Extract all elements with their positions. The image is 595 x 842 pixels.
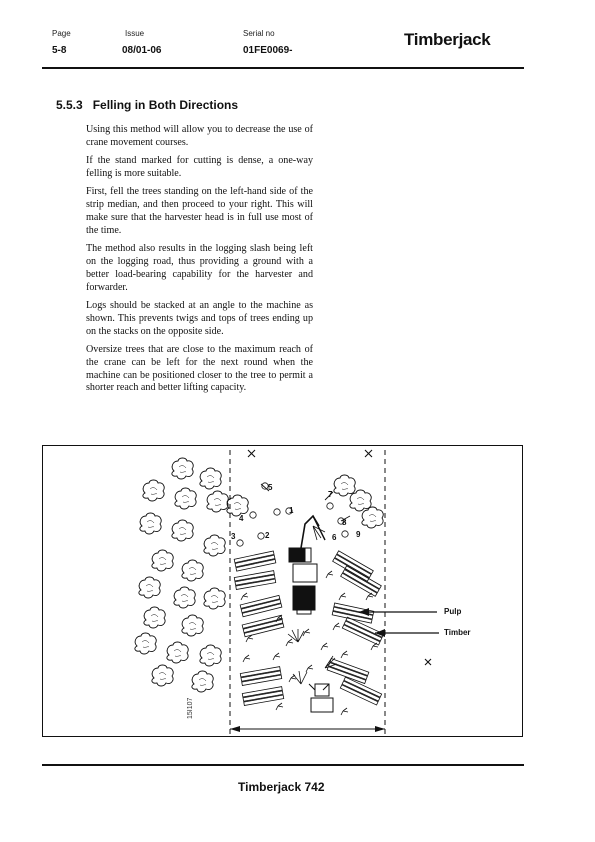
tree-number: 8 bbox=[342, 518, 347, 527]
tree-number: 3 bbox=[231, 532, 236, 541]
header-rule bbox=[42, 67, 524, 69]
paragraph: Logs should be stacked at an angle to the machine as shown. This prevents twigs and tops of trees ending up on the stacks on the opposite side. bbox=[86, 299, 313, 337]
felling-diagram bbox=[42, 445, 523, 737]
paragraph: If the stand marked for cutting is dense, a one-way felling is more suitable. bbox=[86, 155, 313, 179]
tree-number: 2 bbox=[265, 531, 270, 540]
tree-number: 6 bbox=[332, 533, 337, 542]
paragraph: Using this method will allow you to decrease the use of crane movement courses. bbox=[86, 124, 313, 148]
footer-rule bbox=[42, 764, 524, 766]
page-number: 5-8 bbox=[52, 45, 67, 56]
issue-label: Issue bbox=[125, 29, 145, 38]
felling-diagram-drawing bbox=[43, 446, 523, 737]
tree-number: 4 bbox=[239, 514, 244, 523]
figure-code: 15I107 bbox=[187, 697, 194, 719]
page-label: Page bbox=[52, 29, 71, 38]
paragraph: The method also results in the logging slash being left on the logging road, thus providing a ground with a better load-bearing capability for the harvester and forwarder. bbox=[86, 243, 313, 293]
section-heading bbox=[56, 98, 238, 112]
section-title: Felling in Both Directions bbox=[92, 98, 239, 112]
tree-number: 9 bbox=[356, 530, 361, 539]
serial-label: Serial no bbox=[243, 29, 275, 38]
tree-number: 7 bbox=[328, 490, 333, 499]
body-text bbox=[86, 124, 313, 401]
forwarder bbox=[309, 684, 333, 712]
pulp-label: Pulp bbox=[444, 607, 462, 616]
timber-label: Timber bbox=[444, 628, 471, 637]
brand-logo: Timberjack bbox=[404, 30, 491, 49]
serial-number: 01FE0069- bbox=[243, 45, 293, 56]
footer-title: Timberjack 742 bbox=[238, 780, 325, 794]
paragraph: First, fell the trees standing on the left-hand side of the strip median, and then proceed to your right. This will make sure that the harvester head is in full use most of the time. bbox=[86, 186, 313, 236]
tree-number: 5 bbox=[268, 483, 273, 492]
paragraph: Oversize trees that are close to the maximum reach of the crane can be left for the next round when the machine can be positioned closer to the tree to permit a shorter reach and better lifting capacity. bbox=[86, 343, 313, 394]
section-number: 5.5.3 bbox=[56, 98, 83, 112]
harvester bbox=[289, 516, 325, 614]
issue-date: 08/01-06 bbox=[122, 45, 162, 56]
tree-number: 1 bbox=[289, 506, 294, 515]
